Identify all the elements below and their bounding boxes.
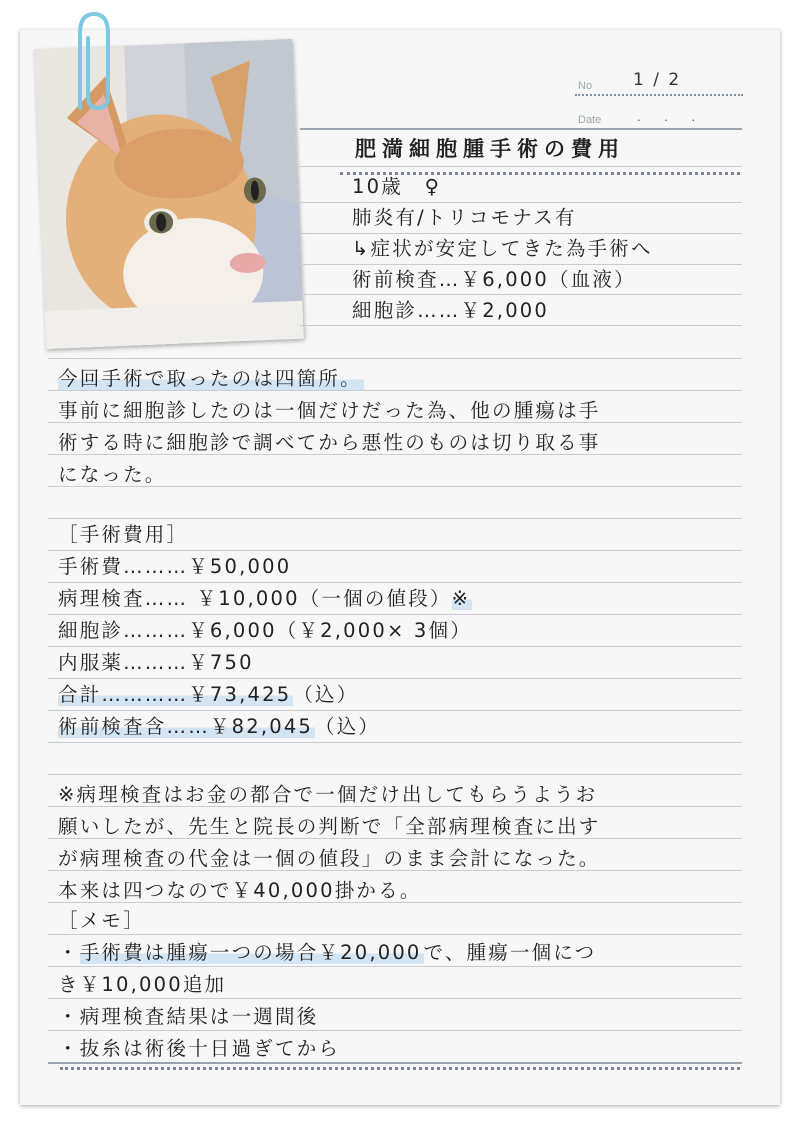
rule bbox=[300, 166, 742, 167]
memo-bullet: ・ bbox=[58, 941, 80, 964]
memo-item: ・抜糸は術後十日過ぎてから bbox=[58, 1037, 341, 1060]
rule bbox=[48, 678, 742, 679]
rule bbox=[300, 233, 742, 234]
intro-highlight: 今回手術で取ったのは四箇所。 bbox=[58, 367, 362, 390]
paperclip-icon bbox=[60, 8, 118, 116]
total-highlight: 合計…………￥73,425 bbox=[58, 683, 292, 706]
memo-highlight: 手術費は腫瘍一つの場合￥20,000 bbox=[79, 941, 422, 964]
page-number-field bbox=[575, 66, 743, 96]
date-label: Date bbox=[578, 114, 602, 126]
intro-line: 事前に細胞診したのは一個だけだった為、他の腫瘍は手 bbox=[58, 399, 601, 422]
rule bbox=[48, 614, 742, 615]
rule bbox=[48, 358, 742, 359]
header-line: ↳症状が安定してきた為手術へ bbox=[352, 237, 653, 260]
rule bbox=[48, 582, 742, 583]
date-field bbox=[575, 108, 743, 126]
header-line: 術前検査…￥6,000（血液） bbox=[352, 268, 636, 291]
intro-line: になった。 bbox=[58, 463, 167, 486]
memo-item: き￥10,000追加 bbox=[58, 973, 227, 996]
no-label: No bbox=[578, 80, 593, 92]
rule bbox=[48, 774, 742, 775]
header-line: 10歳 ♀ bbox=[352, 175, 442, 198]
cost-heading: ［手術費用］ bbox=[58, 523, 189, 546]
cost-total bbox=[58, 682, 358, 708]
memo-item bbox=[58, 940, 596, 966]
memo-item: ・病理検査結果は一週間後 bbox=[58, 1005, 319, 1028]
rule bbox=[300, 325, 742, 326]
rule bbox=[300, 264, 742, 265]
memo-heading: ［メモ］ bbox=[58, 909, 145, 932]
cost-item: 内服薬………￥750 bbox=[58, 651, 254, 674]
rule bbox=[300, 202, 742, 203]
page-number: 1 / 2 bbox=[633, 70, 682, 90]
cost-total-with-pretest bbox=[58, 714, 380, 740]
rule bbox=[48, 710, 742, 711]
grand-total-tax: （込） bbox=[315, 715, 381, 738]
note-line: 本来は四つなので￥40,000掛かる。 bbox=[58, 879, 422, 902]
rule bbox=[48, 934, 742, 935]
note-line: が病理検査の代金は一個の値段」のまま会計になった。 bbox=[58, 847, 601, 870]
note-line: ※病理検査はお金の都合で一個だけ出してもらうようお bbox=[58, 783, 598, 806]
cost-item-text: 病理検査…… ￥10,000（一個の値段） bbox=[58, 587, 452, 610]
note-line: 願いしたが、先生と院長の判断で「全部病理検査に出す bbox=[58, 815, 601, 838]
intro-line: 術する時に細胞診で調べてから悪性のものは切り取る事 bbox=[58, 431, 601, 454]
rule bbox=[300, 128, 742, 130]
header-line: 肺炎有/トリコモナス有 bbox=[352, 206, 577, 229]
rule bbox=[48, 998, 742, 999]
total-tax: （込） bbox=[293, 683, 359, 706]
cost-item: 手術費………￥50,000 bbox=[58, 555, 292, 578]
rule bbox=[48, 1062, 742, 1064]
note-mark: ※ bbox=[451, 587, 471, 610]
rule bbox=[48, 518, 742, 519]
dotted-rule bbox=[60, 1067, 740, 1070]
rule bbox=[48, 742, 742, 743]
cost-item bbox=[58, 586, 472, 612]
page-title: 肥満細胞腫手術の費用 bbox=[355, 137, 625, 161]
rule bbox=[300, 294, 742, 295]
intro-line bbox=[58, 366, 364, 392]
cost-item: 細胞診………￥6,000（￥2,000× 3個） bbox=[58, 619, 472, 642]
memo-text: で、腫瘍一個につ bbox=[423, 941, 597, 964]
date-value: . . . bbox=[637, 109, 706, 124]
header-line: 細胞診……￥2,000 bbox=[352, 299, 550, 322]
rule bbox=[48, 550, 742, 551]
grand-total-highlight: 術前検査含……￥82,045 bbox=[58, 715, 314, 738]
rule bbox=[48, 646, 742, 647]
rule bbox=[48, 1030, 742, 1031]
rule bbox=[48, 966, 742, 967]
